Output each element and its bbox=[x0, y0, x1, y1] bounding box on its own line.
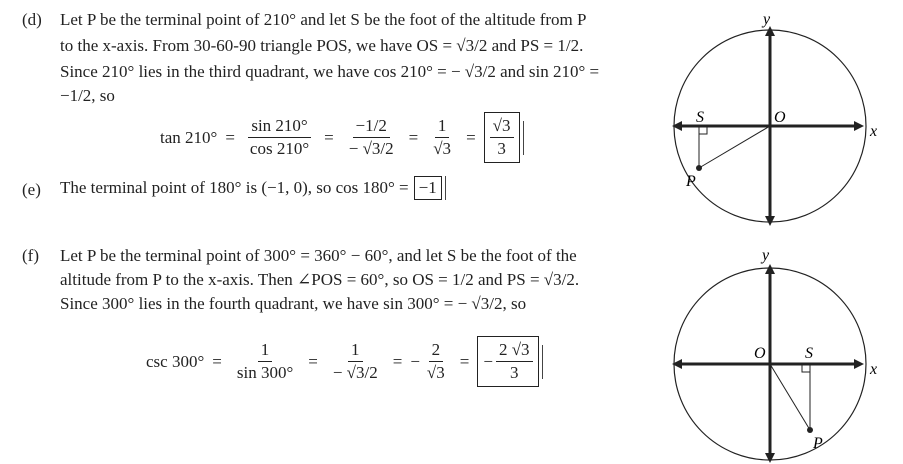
origin-label: O bbox=[774, 109, 786, 126]
equals-sign: = bbox=[466, 127, 476, 147]
y-axis-arrow-up bbox=[765, 264, 775, 274]
part-d-line-1: Let P be the terminal point of 210° and let S be the foot of the altitude from P bbox=[60, 10, 587, 29]
part-f-line-1: Let P be the terminal point of 300° = 360° − 60°, and let S be the foot of the bbox=[60, 246, 577, 265]
y-axis-label: y bbox=[762, 247, 770, 264]
equation-lhs: csc 300° bbox=[146, 351, 205, 371]
fraction bbox=[234, 340, 296, 383]
equals-sign: = bbox=[324, 127, 334, 147]
denominator: cos 210° bbox=[249, 139, 310, 158]
equation-csc-300 bbox=[146, 336, 543, 387]
equation-tan-210 bbox=[160, 112, 524, 163]
point-p-label: P bbox=[813, 435, 823, 452]
denominator: − √3/2 bbox=[348, 139, 394, 158]
numerator: 1 bbox=[435, 116, 450, 138]
x-axis-arrow-right bbox=[854, 121, 864, 131]
part-f-line-3: Since 300° lies in the fourth quadrant, we have sin 300° = − √3/2, so bbox=[60, 294, 527, 313]
point-s-label: S bbox=[696, 109, 704, 126]
radius-op bbox=[699, 126, 770, 168]
point-p bbox=[807, 427, 813, 433]
end-bar bbox=[445, 176, 446, 200]
numerator: 1 bbox=[348, 340, 363, 362]
part-e-label: (e) bbox=[22, 180, 41, 199]
boxed-answer bbox=[414, 176, 442, 200]
equals-sign: = bbox=[392, 351, 403, 371]
fraction bbox=[346, 116, 397, 159]
numerator: 2 bbox=[429, 340, 444, 362]
denominator: 3 bbox=[497, 139, 506, 158]
denominator: sin 300° bbox=[236, 363, 294, 382]
part-f-line-2: altitude from P to the x-axis. Then ∠POS = 60°, so OS = 1/2 and PS = √3/2. bbox=[60, 270, 580, 289]
fraction bbox=[330, 340, 381, 383]
numerator: 1 bbox=[258, 340, 273, 362]
part-e-statement bbox=[60, 176, 446, 200]
denominator: √3 bbox=[433, 139, 452, 158]
denominator: − √3/2 bbox=[332, 363, 378, 382]
part-f-label: (f) bbox=[22, 246, 39, 265]
unit-circle-diagram-300 bbox=[668, 240, 903, 464]
equation-lhs: tan 210° bbox=[160, 127, 218, 147]
boxed-answer bbox=[484, 112, 520, 163]
y-axis-label: y bbox=[763, 11, 771, 28]
y-axis-arrow-down bbox=[765, 453, 775, 463]
numerator: √3 bbox=[490, 116, 514, 138]
part-e-text: The terminal point of 180° is (−1, 0), so cos 180° = bbox=[60, 178, 409, 197]
numerator: 2 √3 bbox=[496, 340, 533, 362]
x-axis-arrow-right bbox=[854, 359, 864, 369]
end-bar bbox=[523, 121, 524, 155]
equals-sign: = bbox=[308, 351, 318, 371]
end-bar bbox=[542, 345, 543, 379]
denominator: 3 bbox=[510, 363, 519, 382]
point-s-label: S bbox=[805, 345, 813, 362]
numerator: −1/2 bbox=[353, 116, 390, 138]
y-axis-arrow-down bbox=[765, 216, 775, 226]
denominator: √3 bbox=[426, 363, 445, 382]
radius-op bbox=[770, 364, 810, 430]
fraction bbox=[490, 116, 514, 159]
equals-sign: = bbox=[225, 127, 235, 147]
equals-sign: = bbox=[408, 127, 419, 147]
origin-label: O bbox=[754, 345, 766, 362]
minus-sign: − bbox=[410, 351, 420, 371]
part-d-line-2: to the x-axis. From 30-60-90 triangle POS, we have OS = √3/2 and PS = 1/2. bbox=[60, 36, 584, 55]
fraction bbox=[430, 116, 454, 159]
x-axis-label: x bbox=[870, 361, 878, 378]
fraction bbox=[424, 340, 448, 383]
point-p bbox=[696, 165, 702, 171]
minus-sign: − bbox=[483, 351, 493, 371]
unit-circle-diagram-210 bbox=[668, 8, 903, 238]
equals-sign: = bbox=[459, 351, 470, 371]
x-axis-label: x bbox=[870, 123, 878, 140]
part-d-line-3: Since 210° lies in the third quadrant, we have cos 210° = − √3/2 and sin 210° = bbox=[60, 62, 600, 81]
part-d-line-4: −1/2, so bbox=[60, 86, 115, 105]
equals-sign: = bbox=[212, 351, 222, 371]
boxed-answer bbox=[477, 336, 538, 387]
point-p-label: P bbox=[686, 173, 696, 190]
part-d-label: (d) bbox=[22, 10, 42, 29]
fraction bbox=[496, 340, 533, 383]
numerator: sin 210° bbox=[248, 116, 310, 138]
answer-value: −1 bbox=[418, 178, 437, 197]
fraction bbox=[247, 116, 312, 159]
